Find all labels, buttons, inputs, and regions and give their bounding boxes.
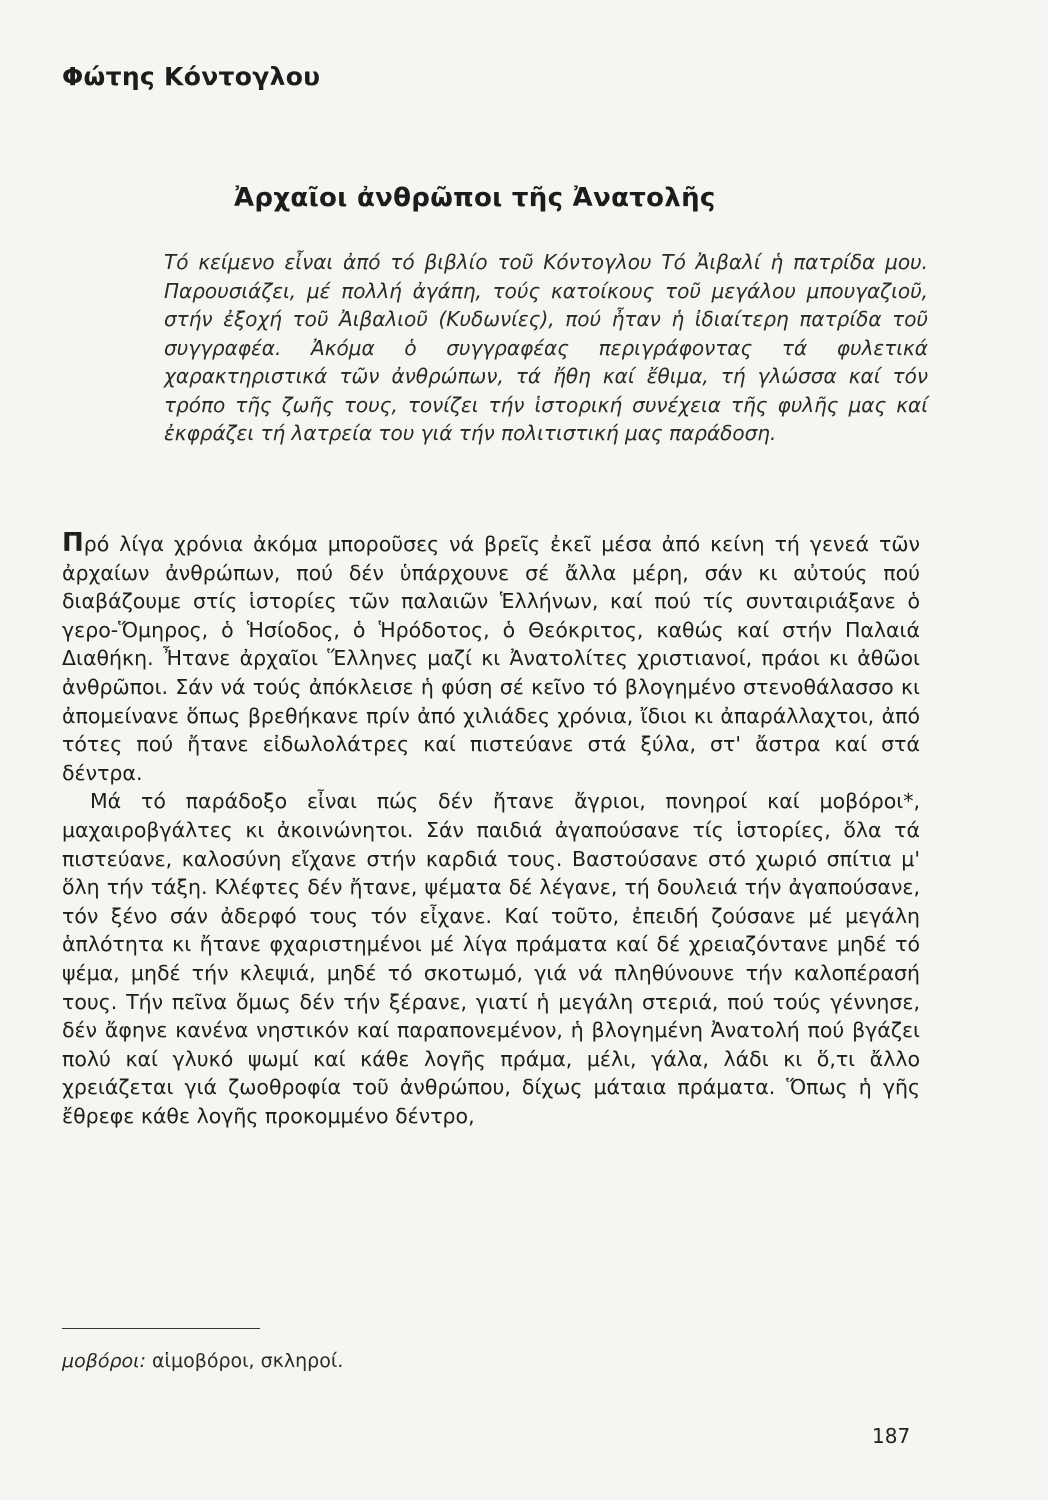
drop-cap: Π xyxy=(62,528,84,558)
body-paragraph-2: Μά τό παράδοξο εἶναι πώς δέν ἤτανε ἄγριοι, πονηροί καί μοβόροι*, μαχαιροβγάλτες κι ἀκοινώνητοι. Σάν παιδιά ἀγαπούσανε τίς ἱστορίες, ὅλα τά πιστεύανε, καλοσύνη εἴχανε στήν καρδιά τους. Βαστούσανε στό χωριό σπίτια μ' ὅλη τήν τάξη. Κλέφτες δέν ἤτανε, ψέματα δέ λέγανε, τή δουλειά τήν ἀγαπούσανε, τόν ξένο σάν ἀδερφό τους τόν εἶχανε. Καί τοῦτο, ἐπειδή ζούσανε μέ μεγάλη ἁπλότητα κι ἤτανε φχαριστημένοι μέ λίγα πράματα καί δέ χρειαζόντανε μηδέ τό ψέμα, μηδέ τήν κλεψιά, μηδέ τό σκοτωμό, γιά νά πληθύνουνε τήν καλοπέρασή τους. Τήν πεῖνα ὅμως δέν τήν ξέρανε, γιατί ἡ μεγάλη στεριά, πού τούς γέννησε, δέν ἄφηνε κανένα νηστικόν καί παραπονεμένον, ἡ βλογημένη Ἀνατολή πού βγάζει πολύ καί γλυκό ψωμί καί κάθε λογῆς πράμα, μέλι, γάλα, λάδι κι ὅ,τι ἄλλο χρειάζεται γιά ζωοθροφία τοῦ ἀνθρώπου, δίχως μάταια πράματα. Ὅπως ἡ γῆς ἔθρεφε κάθε λογῆς προκομμένο δέντρο, xyxy=(62,789,920,1128)
footnote xyxy=(62,1350,343,1372)
author-name: Φώτης Κόντογλου xyxy=(62,62,321,91)
body-paragraph-1-text: ρό λίγα χρόνια ἀκόμα μποροῦσες νά βρεῖς ἐκεῖ μέσα ἀπό κείνη τή γενεά τῶν ἀρχαίων ἀνθρώπων, πού δέν ὑπάρχουνε σέ ἄλλα μέρη, σάν κι αὐτούς πού διαβάζουμε στίς ἱστορίες τῶν παλαιῶν Ἑλλήνων, καί πού τίς συνταιριάξανε ὁ γερο-Ὅμηρος, ὁ Ἡσίοδος, ὁ Ἡρόδοτος, ὁ Θεόκριτος, καθώς καί στήν Παλαιά Διαθήκη. Ἦτανε ἀρχαῖοι Ἕλληνες μαζί κι Ἀνατολίτες χριστιανοί, πράοι κι ἀθῶοι ἀνθρῶποι. Σάν νά τούς ἀπόκλεισε ἡ φύση σέ κεῖνο τό βλογημένο στενοθάλασσο κι ἀπομείνανε ὅπως βρεθήκανε πρίν ἀπό χιλιάδες χρόνια, ἴδιοι κι ἀπαράλλαχτοι, ἀπό τότες πού ἤτανε εἰδωλολάτρες καί πιστεύανε στά ξύλα, στ' ἄστρα καί στά δέντρα. xyxy=(62,532,920,785)
page-number: 187 xyxy=(872,1424,911,1448)
chapter-title: Ἀρχαῖοι ἀνθρῶποι τῆς Ἀνατολῆς xyxy=(234,183,716,213)
main-text xyxy=(62,529,920,1130)
footnote-definition: αἱμοβόροι, σκληροί. xyxy=(152,1350,344,1372)
intro-paragraph: Τό κείμενο εἶναι ἀπό τό βιβλίο τοῦ Κόντογλου Τό Ἀιβαλί ἡ πατρίδα μου. Παρουσιάζει, μέ πολλή ἀγάπη, τούς κατοίκους τοῦ μεγάλου μπουγαζιοῦ, στήν ἐξοχή τοῦ Ἀιβαλιοῦ (Κυδωνίες), πού ἦταν ἡ ἰδιαίτερη πατρίδα τοῦ συγγραφέα. Ἀκόμα ὁ συγγραφέας περιγράφοντας τά φυλετικά χαρακτηριστικά τῶν ἀνθρώπων, τά ἤθη καί ἔθιμα, τή γλώσσα καί τόν τρόπο τῆς ζωῆς τους, τονίζει τήν ἱστορική συνέχεια τῆς φυλῆς μας καί ἐκφράζει τή λατρεία του γιά τήν πολιτιστική μας παράδοση. xyxy=(164,250,928,445)
body-paragraph-1 xyxy=(62,529,920,787)
footnote-divider xyxy=(62,1328,260,1329)
footnote-term: μοβόροι: xyxy=(62,1350,146,1372)
